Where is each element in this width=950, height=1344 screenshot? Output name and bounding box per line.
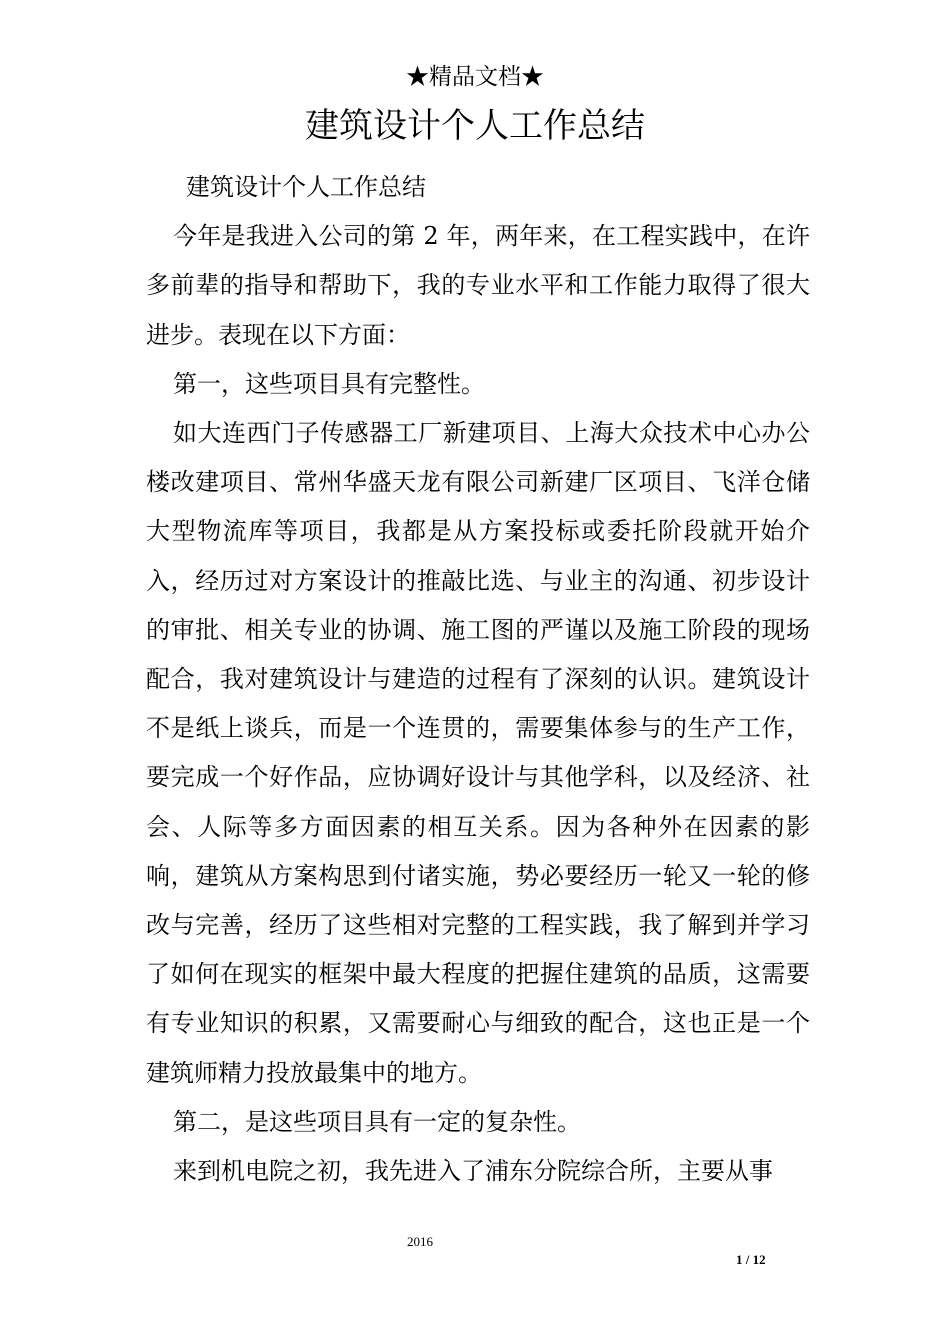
paragraph: 第一，这些项目具有完整性。 [173, 369, 485, 398]
page-number: 1 / 12 [736, 1252, 766, 1267]
paragraph: 来到机电院之初，我先进入了浦东分院综合所，主要从事 [173, 1157, 773, 1186]
document-title: 建筑设计个人工作总结 [305, 106, 645, 146]
footer-year: 2016 [407, 1234, 433, 1249]
header-mark: ★精品文档★ [406, 64, 544, 90]
document-body [146, 163, 810, 1196]
paragraph: 如大连西门子传感器工厂新建项目、上海大众技术中心办公楼改建项目、常州华盛天龙有限公司新建厂区项目、飞洋仓储大型物流库等项目，我都是从方案投标或委托阶段就开始介入，经历过对方案设计的推敲比选、与业主的沟通、初步设计的审批、相关专业的协调、施工图的严谨以及施工阶段的现场配合，我对建筑设计与建造的过程有了深刻的认识。建筑设计不是纸上谈兵，而是一个连贯的，需要集体参与的生产工作，要完成一个好作品，应协调好设计与其他学科，以及经济、社会、人际等多方面因素的相互关系。因为各种外在因素的影响，建筑从方案构思到付诸实施，势必要经历一轮又一轮的修改与完善，经历了这些相对完整的工程实践，我了解到并学习了如何在现实的框架中最大程度的把握住建筑的品质，这需要有专业知识的积累，又需要耐心与细致的配合，这也正是一个建筑师精力投放最集中的地方。 [146, 419, 810, 1087]
paragraph: 今年是我进入公司的第 2 年，两年来，在工程实践中，在许多前辈的指导和帮助下，我的专业水平和工作能力取得了很大进步。表现在以下方面： [146, 222, 810, 349]
document-subtitle: 建筑设计个人工作总结 [186, 173, 426, 201]
paragraph: 第二，是这些项目具有一定的复杂性。 [173, 1107, 581, 1136]
